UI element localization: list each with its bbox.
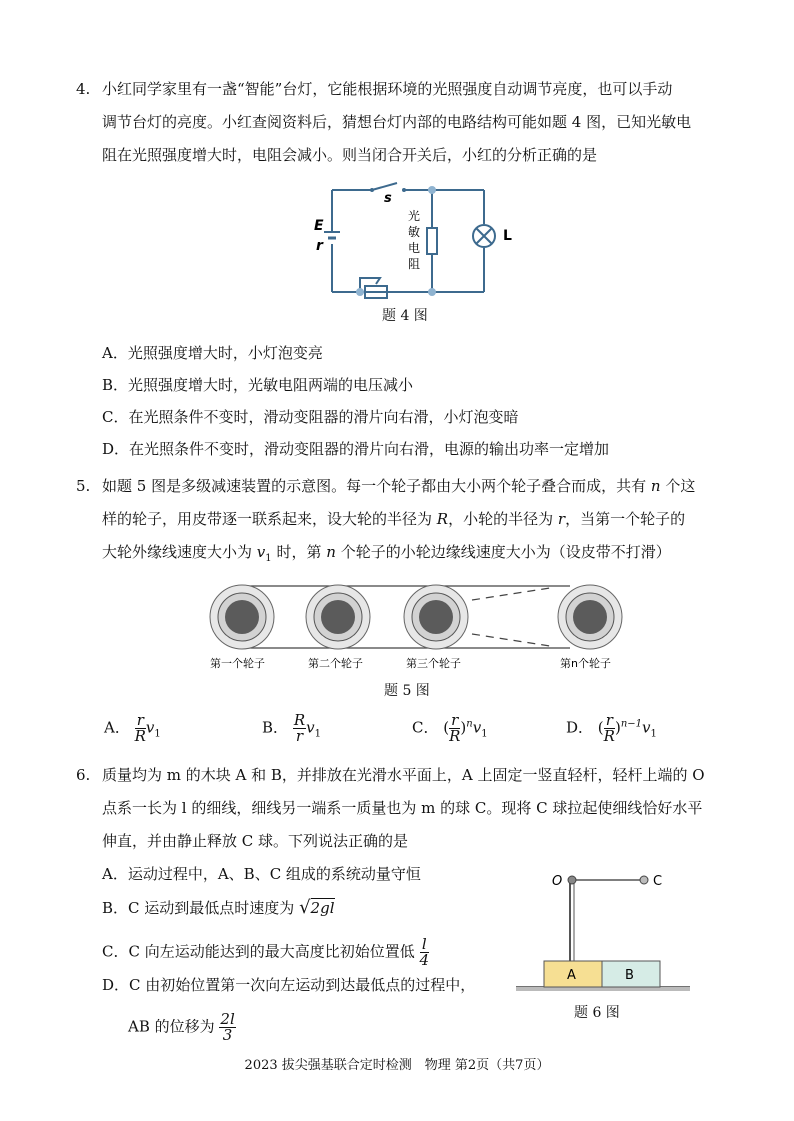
q5-option-a: A． $\frac{r}{R}$ $v_1$	[104, 711, 161, 745]
emf-label: E	[314, 218, 324, 234]
wheel-label-3: 第三个轮子	[406, 657, 461, 670]
q5-option-d: D． ( $\frac{r}{R}$ )$^{n-1}v_1$	[566, 711, 657, 745]
q5-option-c: C． ( $\frac{r}{R}$ )$^nv_1$	[412, 711, 488, 745]
photoresistor-label-4: 阻	[408, 257, 421, 271]
switch-label: s	[384, 191, 392, 206]
q5-number: 5.	[76, 477, 91, 495]
q5-stem-line3: 大轮外缘线速度大小为 $v_1$ 时，第 n 个轮子的小轮边缘线速度大小为（设皮带不打滑）	[102, 543, 671, 564]
photoresistor-label-3: 电	[408, 241, 421, 255]
q6-option-d-line2: AB 的位移为 $\frac{2l}{3}$	[128, 1010, 235, 1044]
q4-stem-line1: 小红同学家里有一盏“智能”台灯，它能根据环境的光照强度自动调节亮度，也可以手动	[102, 80, 673, 98]
q4-option-d: D．在光照条件不变时，滑动变阻器的滑片向右滑，电源的输出功率一定增加	[102, 440, 610, 458]
photoresistor-label-2: 敏	[408, 225, 421, 239]
q6-number: 6.	[76, 766, 91, 784]
q6-option-d-line1: D．C 由初始位置第一次向左运动到达最低点的过程中，	[102, 976, 476, 994]
q5-wheels-diagram	[200, 578, 640, 673]
q6-option-a: A．运动过程中，A、B、C 组成的系统动量守恒	[102, 865, 421, 883]
q4-circuit-diagram	[300, 178, 520, 303]
q6-option-b: B．C 运动到最低点时速度为 √2gl	[102, 897, 335, 918]
q4-option-b: B．光照强度增大时，光敏电阻两端的电压减小	[102, 376, 414, 394]
q5-caption: 题 5 图	[384, 683, 430, 699]
q6-figure	[510, 862, 700, 998]
q5-stem-line1: 如题 5 图是多级减速装置的示意图。每一个轮子都由大小两个轮子叠合而成，共有 n 个这	[102, 477, 696, 495]
wheel-label-1: 第一个轮子	[210, 657, 265, 670]
q6-stem-line2: 点系一长为 l 的细线，细线另一端系一质量也为 m 的球 C。现将 C 球拉起使细线恰好水平	[102, 799, 703, 817]
q4-option-c: C．在光照条件不变时，滑动变阻器的滑片向右滑，小灯泡变暗	[102, 408, 519, 426]
lamp-label: L	[503, 228, 512, 244]
label-o: O	[552, 874, 563, 889]
ball-c	[640, 876, 648, 884]
q5-stem-line2: 样的轮子，用皮带逐一联系起来，设大轮的半径为 R，小轮的半径为 r，当第一个轮子的	[102, 510, 686, 528]
wheel-label-n: 第n个轮子	[560, 657, 611, 670]
q4-number: 4.	[76, 80, 91, 98]
q4-caption: 题 4 图	[382, 308, 428, 324]
label-b: B	[625, 968, 634, 983]
q4-stem-line3: 阻在光照强度增大时，电阻会减小。则当闭合开关后，小红的分析正确的是	[102, 146, 598, 164]
q5-option-b: B． $\frac{R}{r}$ $v_1$	[262, 711, 321, 745]
pivot-o	[568, 876, 576, 884]
internal-resistance-label: r	[316, 238, 323, 254]
wheel-label-2: 第二个轮子	[308, 657, 363, 670]
q4-option-a: A．光照强度增大时，小灯泡变亮	[102, 344, 323, 362]
q6-stem-line3: 伸直，并由静止释放 C 球。下列说法正确的是	[102, 832, 409, 850]
page-footer: 2023 拔尖强基联合定时检测 物理 第2页（共7页）	[244, 1058, 550, 1073]
label-c: C	[653, 874, 663, 889]
label-a: A	[567, 968, 576, 983]
q6-caption: 题 6 图	[574, 1005, 620, 1021]
q6-stem-line1: 质量均为 m 的木块 A 和 B，并排放在光滑水平面上，A 上固定一竖直轻杆，轻杆上端的 O	[102, 766, 705, 784]
q6-option-c: C．C 向左运动能达到的最大高度比初始位置低 $\frac{l}{4}$	[102, 935, 430, 969]
photoresistor-label-1: 光	[408, 209, 421, 223]
q4-stem-line2: 调节台灯的亮度。小红查阅资料后，猜想台灯内部的电路结构可能如题 4 图，已知光敏电	[102, 113, 692, 131]
